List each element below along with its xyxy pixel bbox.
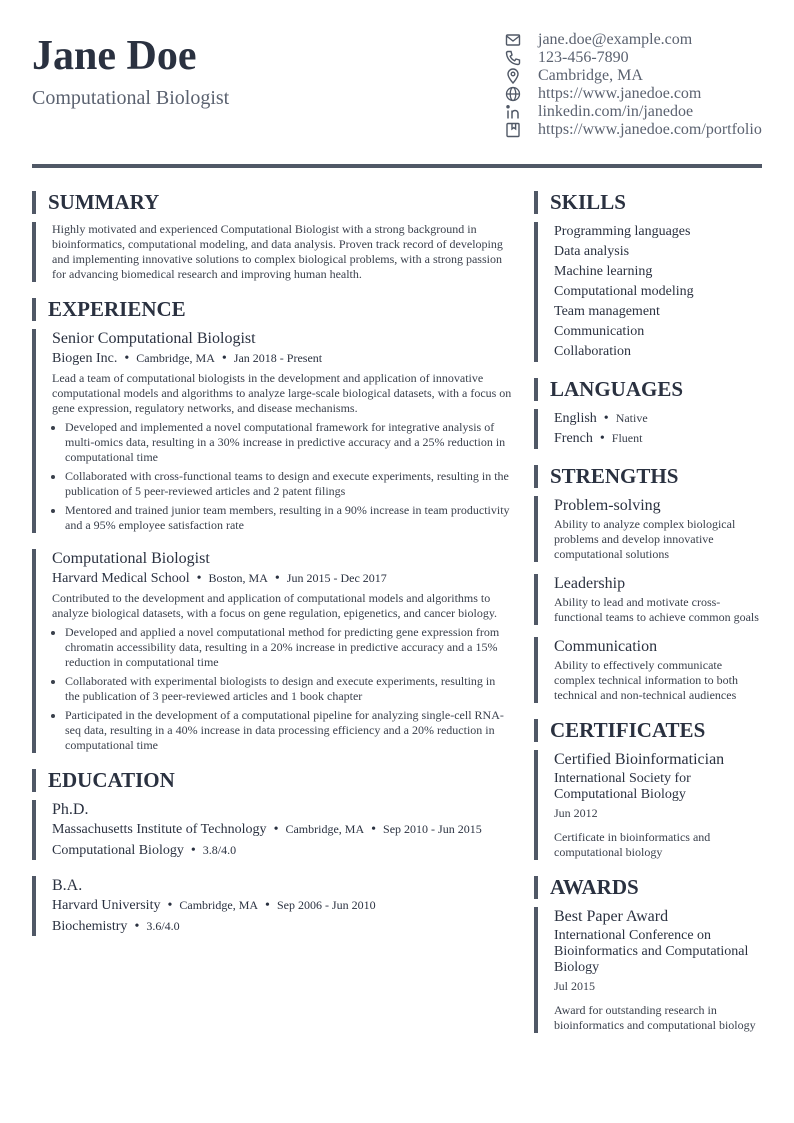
contact-website[interactable] — [505, 85, 762, 103]
skill-item: Team management — [554, 304, 660, 319]
experience-bullets — [52, 420, 512, 533]
location-pin-icon — [505, 68, 521, 84]
experience-heading: EXPERIENCE — [32, 298, 512, 321]
education-field-row: Biochemistry • 3.6/4.0 — [52, 919, 180, 934]
experience-bullet: • Mentored and trained junior team members, resulting in a 90% increase in team productivity and a 95% employee satisfaction rate — [65, 503, 512, 533]
contact-phone[interactable] — [505, 49, 762, 67]
experience-description: Lead a team of computational biologists in the development and application of innovative computational models and algorithms to analyze large-scale biological datasets, with a focus on gene expression, regulatory networks, and disease mechanisms. — [52, 371, 512, 415]
language-item: French • Fluent — [554, 431, 643, 446]
linkedin-icon — [505, 104, 521, 120]
location-text: Cambridge, MA — [538, 67, 643, 84]
certificates-heading: CERTIFICATES — [534, 719, 764, 742]
strength-title: Communication — [554, 638, 658, 655]
left-column — [32, 191, 512, 952]
languages-heading: LANGUAGES — [534, 378, 764, 401]
education-meta: Massachusetts Institute of Technology • Cambridge, MA • Sep 2010 - Jun 2015 — [52, 822, 482, 837]
phone-icon — [505, 50, 521, 66]
languages-block — [534, 409, 764, 449]
right-column — [534, 191, 764, 1049]
education-gpa: 3.6/4.0 — [146, 919, 180, 933]
skill-item: Collaboration — [554, 344, 631, 359]
job-title-header: Computational Biologist — [32, 87, 230, 109]
summary-block — [32, 222, 512, 282]
education-degree: Ph.D. — [52, 801, 89, 818]
contact-linkedin[interactable] — [505, 103, 762, 121]
strength-text: Ability to analyze complex biological problems and develop innovative computational solutions — [554, 517, 736, 561]
skills-heading: SKILLS — [534, 191, 764, 214]
linkedin-link[interactable]: linkedin.com/in/janedoe — [538, 103, 694, 120]
education-dates: Sep 2006 - Jun 2010 — [276, 898, 376, 912]
experience-company: Harvard Medical School — [52, 571, 190, 586]
skill-item: Computational modeling — [554, 284, 694, 299]
education-location: Cambridge, MA — [179, 898, 259, 912]
education-meta: Harvard University • Cambridge, MA • Sep 2006 - Jun 2010 — [52, 898, 376, 913]
education-gpa: 3.8/4.0 — [202, 843, 237, 857]
experience-meta: Biogen Inc. • Cambridge, MA • Jan 2018 - Present — [52, 351, 323, 366]
portfolio-link[interactable]: https://www.janedoe.com/portfolio — [538, 121, 762, 138]
awards-heading: AWARDS — [534, 876, 764, 899]
education-field-row: Computational Biology • 3.8/4.0 — [52, 843, 237, 858]
education-school: Harvard University — [52, 898, 161, 913]
globe-icon — [505, 86, 521, 102]
award-title: Best Paper Award — [554, 908, 669, 925]
skills-block — [534, 222, 764, 362]
summary-text: Highly motivated and experienced Computational Biologist with a strong background in bioinformatics, computational modeling, and data analysis. Proven track record of developing and implementing innovative solutions to complex biological problems, with a strong passion for advancing biomedical research and improving human health. — [52, 222, 503, 281]
contact-portfolio[interactable] — [505, 121, 762, 139]
strength-title: Leadership — [554, 575, 626, 592]
experience-item — [32, 549, 512, 753]
experience-bullet: • Developed and applied a novel computational method for predicting gene expression from chromatin accessibility data, resulting in a 20% increase in predictive accuracy and a 15% reduction in computational time — [65, 625, 512, 670]
strength-text: Ability to effectively communicate complex technical information to both technical and non-technical audiences — [554, 658, 738, 702]
mail-icon — [505, 32, 521, 48]
strengths-heading: STRENGTHS — [534, 465, 764, 488]
education-field: Computational Biology — [52, 843, 184, 858]
experience-location: Boston, MA — [208, 571, 268, 585]
language-name: English — [554, 411, 597, 426]
strength-item — [534, 637, 764, 703]
experience-location: Cambridge, MA — [136, 351, 215, 365]
header-divider — [32, 164, 762, 168]
skill-item: Communication — [554, 324, 645, 339]
experience-meta: Harvard Medical School • Boston, MA • Jun 2015 - Dec 2017 — [52, 571, 387, 586]
experience-bullets — [52, 625, 512, 753]
certificate-date: Jun 2012 — [554, 806, 598, 820]
language-name: French — [554, 431, 593, 446]
education-dates: Sep 2010 - Jun 2015 — [383, 822, 482, 836]
language-level: Native — [615, 411, 648, 425]
education-school: Massachusetts Institute of Technology — [52, 822, 267, 837]
experience-item — [32, 329, 512, 533]
language-level: Fluent — [611, 431, 643, 445]
strength-item — [534, 574, 764, 625]
skill-item: Data analysis — [554, 244, 630, 259]
education-item — [32, 800, 512, 860]
skill-item: Machine learning — [554, 264, 653, 279]
strength-title: Problem-solving — [554, 497, 661, 514]
education-location: Cambridge, MA — [285, 822, 365, 836]
contact-list — [505, 31, 762, 139]
strength-item — [534, 496, 764, 562]
award-date: Jul 2015 — [554, 979, 596, 993]
certificate-text: Certificate in bioinformatics and computational biology — [554, 830, 711, 859]
certificate-item — [534, 750, 764, 860]
education-item — [32, 876, 512, 936]
candidate-name: Jane Doe — [32, 33, 197, 79]
contact-email[interactable] — [505, 31, 762, 49]
experience-bullet: • Participated in the development of a computational pipeline for analyzing single-cell RNA-seq data, resulting in a 40% increase in data processing efficiency and a 20% reduction in computational time — [65, 708, 512, 753]
summary-heading: SUMMARY — [32, 191, 512, 214]
award-text: Award for outstanding research in bioinformatics and computational biology — [554, 1003, 756, 1032]
language-item: English • Native — [554, 411, 648, 426]
certificate-title: Certified Bioinformatician — [554, 751, 725, 768]
experience-title: Computational Biologist — [52, 550, 210, 567]
award-org: International Conference on Bioinformatics and Computational Biology — [554, 928, 749, 975]
experience-company: Biogen Inc. — [52, 351, 118, 366]
portfolio-bookmark-icon — [505, 122, 521, 138]
contact-location — [505, 67, 762, 85]
award-item — [534, 907, 764, 1033]
certificate-org: International Society for Computational Biology — [554, 771, 691, 802]
skill-item: Programming languages — [554, 224, 691, 239]
experience-bullet: • Collaborated with cross-functional teams to design and execute experiments, resulting in the publication of 5 peer-reviewed articles and 2 patent filings — [65, 469, 512, 499]
experience-dates: Jun 2015 - Dec 2017 — [286, 571, 387, 585]
phone-text[interactable]: 123-456-7890 — [538, 49, 629, 66]
experience-title: Senior Computational Biologist — [52, 330, 256, 347]
experience-bullet: • Developed and implemented a novel computational framework for integrative analysis of multi-omics data, resulting in a 30% increase in predictive accuracy and a 25% reduction in computational time — [65, 420, 512, 465]
strength-text: Ability to lead and motivate cross-functional teams to achieve common goals — [554, 595, 759, 624]
experience-bullet: • Collaborated with experimental biologists to design and execute experiments, resulting in the publication of 3 peer-reviewed articles and 1 book chapter — [65, 674, 512, 704]
experience-dates: Jan 2018 - Present — [233, 351, 323, 365]
education-degree: B.A. — [52, 877, 83, 894]
education-heading: EDUCATION — [32, 769, 512, 792]
education-field: Biochemistry — [52, 919, 128, 934]
email-text[interactable]: jane.doe@example.com — [538, 31, 693, 48]
website-link[interactable]: https://www.janedoe.com — [538, 85, 702, 102]
experience-description: Contributed to the development and application of computational models and algorithms to analyze biological datasets, with a focus on gene regulation, epigenetics, and cancer biology. — [52, 591, 498, 620]
